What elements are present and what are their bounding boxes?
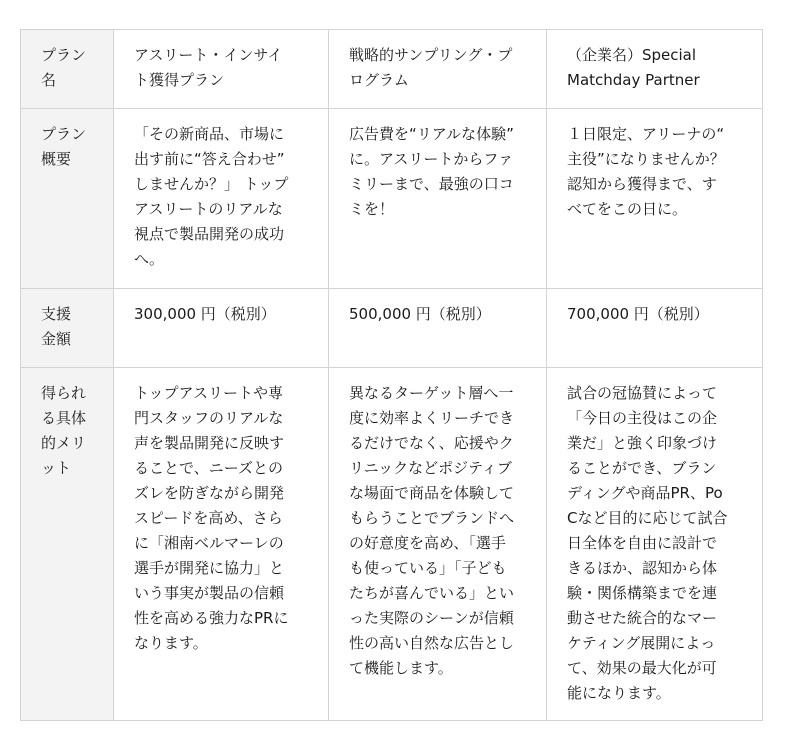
cell-amount-athlete-insight: 300,000 円（税別） <box>114 289 329 368</box>
table-row-plan-name <box>21 30 763 109</box>
table-row-support-amount <box>21 289 763 368</box>
cell-overview-sampling: 広告費を“リアルな体験” に。アスリートからファ ミリーまで、最強の口コ ミを！ <box>329 109 547 289</box>
cell-amount-sampling: 500,000 円（税別） <box>329 289 547 368</box>
row-header-support-amount: 支援 金額 <box>21 289 114 368</box>
cell-plan-name-sampling: 戦略的サンプリング・プ ログラム <box>329 30 547 109</box>
row-header-benefits: 得られ る具体 的メリ ット <box>21 368 114 721</box>
cell-overview-athlete-insight: 「その新商品、市場に 出す前に“答え合わせ” しませんか？」 トップ アスリートのリアルな 視点で製品開発の成功 へ。 <box>114 109 329 289</box>
cell-amount-matchday: 700,000 円（税別） <box>547 289 763 368</box>
plan-comparison-table <box>20 29 763 721</box>
table-row-plan-overview <box>21 109 763 289</box>
cell-plan-name-athlete-insight: アスリート・インサイ ト獲得プラン <box>114 30 329 109</box>
cell-benefits-sampling: 異なるターゲット層へ一 度に効率よくリーチでき るだけでなく、応援やク リニックなどポジティブ な場面で商品を体験して もらうことでブランドへ の好意度を高め、「選手 も使っている」「子ども たちが喜んでいる」とい った実際のシーンが信頼 性の高い自然な広告とし て機能します。 <box>329 368 547 721</box>
table-row-benefits <box>21 368 763 721</box>
cell-plan-name-matchday: （企業名）Special Matchday Partner <box>547 30 763 109</box>
cell-benefits-matchday: 試合の冠協賛によって 「今日の主役はこの企 業だ」と強く印象づけ ることができ、ブラン ディングや商品PR、Po Cなど目的に応じて試合 日全体を自由に設計で きるほか、認知から体 験・関係構築までを連 動させた統合的なマー ケティング展開によっ て、効果の最大化が可 能になります。 <box>547 368 763 721</box>
row-header-plan-name: プラン 名 <box>21 30 114 109</box>
row-header-plan-overview: プラン 概要 <box>21 109 114 289</box>
cell-benefits-athlete-insight: トップアスリートや専 門スタッフのリアルな 声を製品開発に反映す ることで、ニーズとの ズレを防ぎながら開発 スピードを高め、さら に「湘南ベルマーレの 選手が開発に協力」と いう事実が製品の信頼 性を高める強力なPRに なります。 <box>114 368 329 721</box>
cell-overview-matchday: １日限定、アリーナの“ 主役”になりませんか？ 認知から獲得まで、す べてをこの日に。 <box>547 109 763 289</box>
